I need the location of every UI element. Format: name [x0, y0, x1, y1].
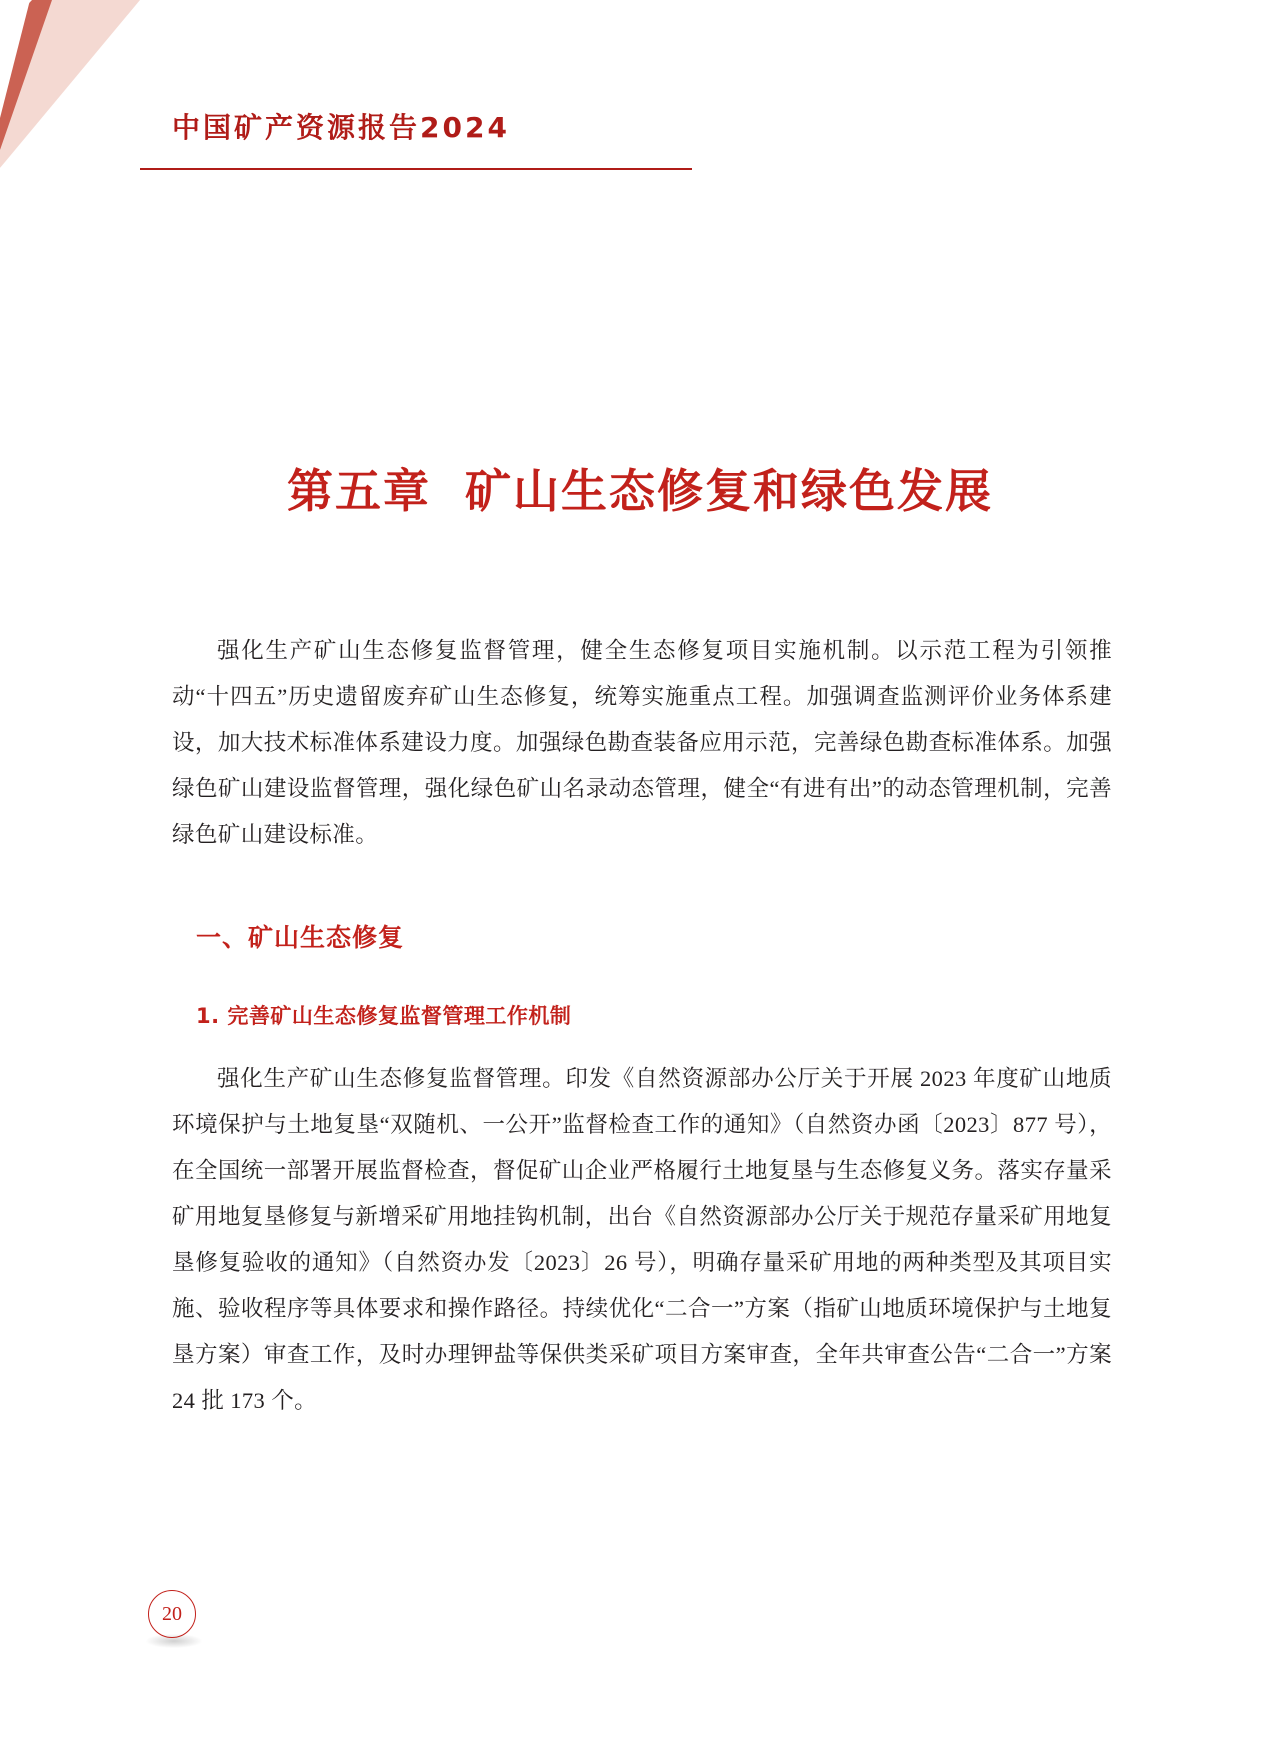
header-divider	[140, 168, 692, 170]
page-footer	[140, 1590, 340, 1670]
chapter-number: 第五章	[287, 464, 431, 518]
page-number: 20	[148, 1590, 196, 1638]
page-content	[172, 628, 1112, 1424]
report-title: 中国矿产资源报告2024	[172, 111, 510, 144]
subsection-heading-1-1: 1. 完善矿山生态修复监督管理工作机制	[196, 1004, 572, 1028]
section-heading-1: 一、矿山生态修复	[196, 923, 405, 952]
page-header	[0, 98, 1280, 188]
chapter-title	[0, 455, 1280, 521]
chapter-name: 矿山生态修复和绿色发展	[465, 464, 993, 518]
intro-paragraph: 强化生产矿山生态修复监督管理，健全生态修复项目实施机制。以示范工程为引领推动“十四五”历史遗留废弃矿山生态修复，统筹实施重点工程。加强调查监测评价业务体系建设，加大技术标准体系建设力度。加强绿色勘查装备应用示范，完善绿色勘查标准体系。加强绿色矿山建设监督管理，强化绿色矿山名录动态管理，健全“有进有出”的动态管理机制，完善绿色矿山建设标准。	[172, 638, 1112, 847]
subsection-1-1-paragraph: 强化生产矿山生态修复监督管理。印发《自然资源部办公厅关于开展 2023 年度矿山地质环境保护与土地复垦“双随机、一公开”监督检查工作的通知》（自然资办函〔2023〕877 号），在全国统一部署开展监督检查，督促矿山企业严格履行土地复垦与生态修复义务。落实存量采矿用地复垦修复与新增采矿用地挂钩机制，出台《自然资源部办公厅关于规范存量采矿用地复垦修复验收的通知》（自然资办发〔2023〕26 号），明确存量采矿用地的两种类型及其项目实施、验收程序等具体要求和操作路径。持续优化“二合一”方案（指矿山地质环境保护与土地复垦方案）审查工作，及时办理钾盐等保供类采矿项目方案审查，全年共审查公告“二合一”方案24 批 173 个。	[172, 1066, 1112, 1413]
